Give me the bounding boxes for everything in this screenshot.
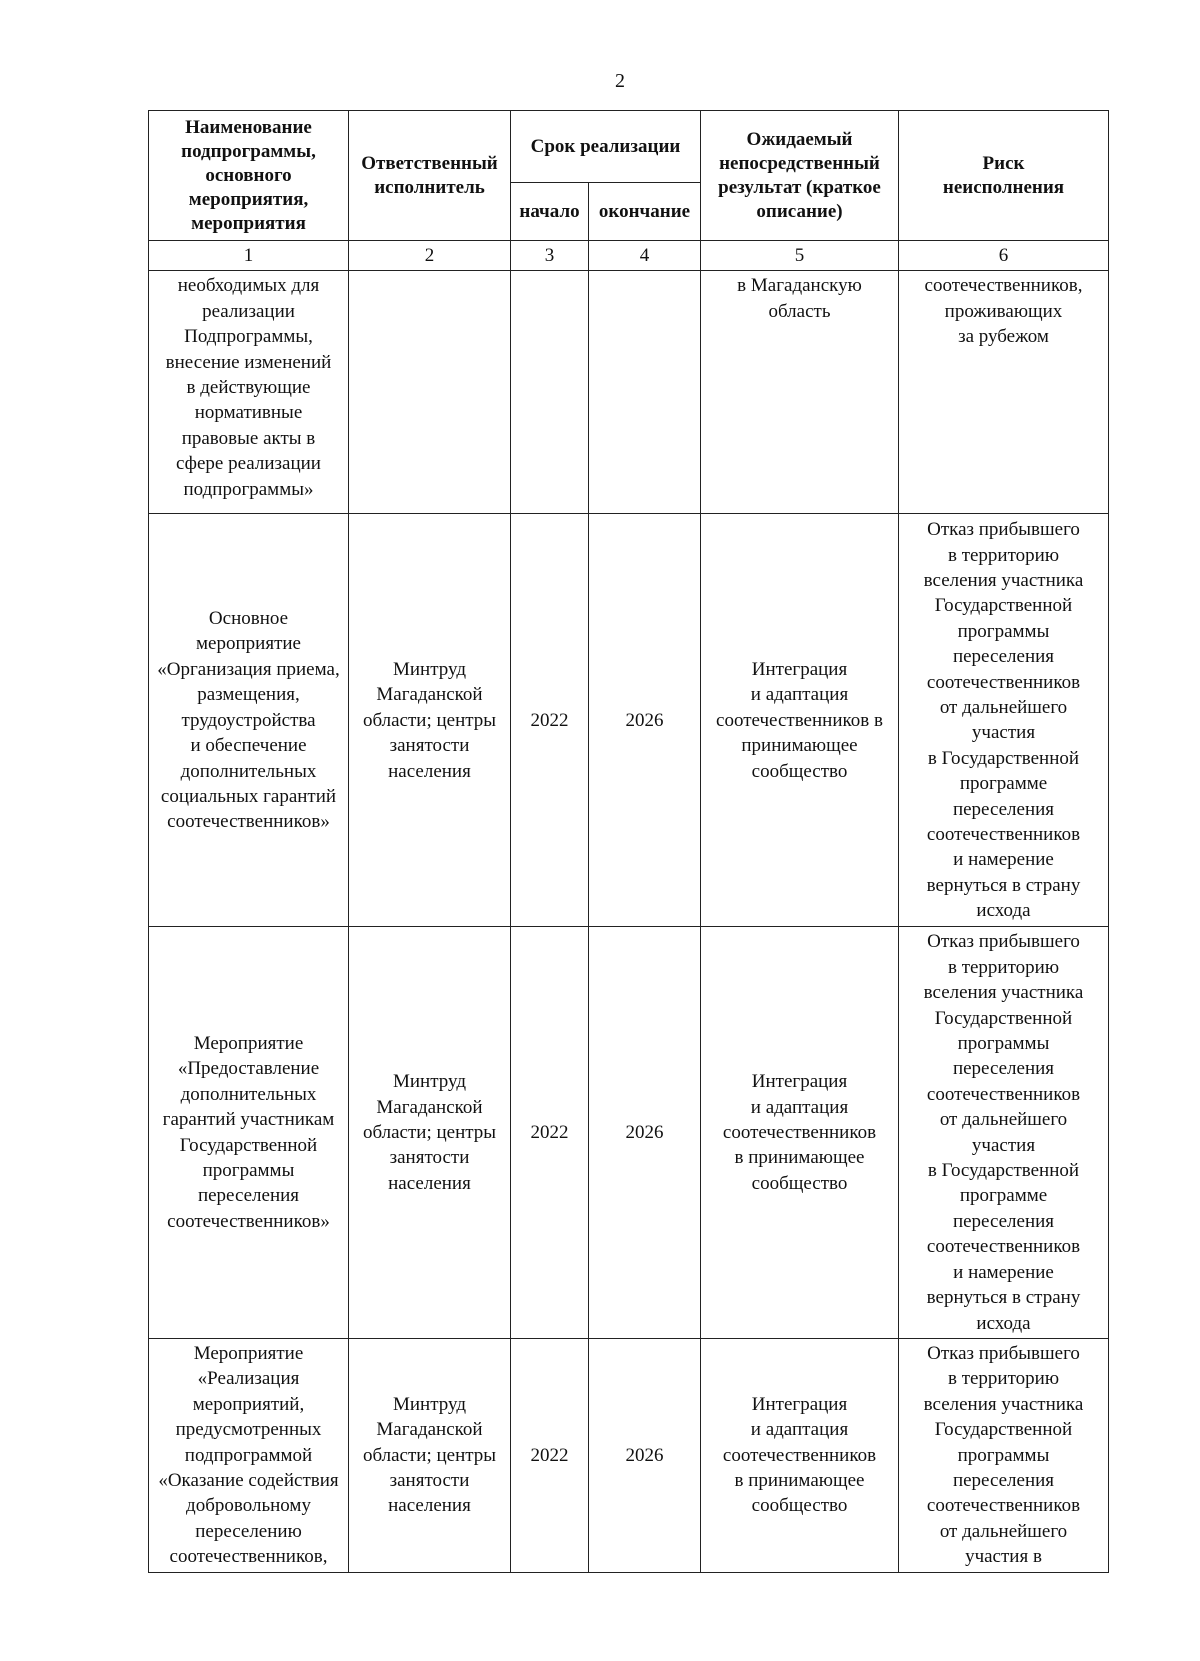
cell-start: 2022	[511, 1338, 589, 1572]
column-number: 4	[589, 241, 701, 271]
header-name: Наименование подпрограммы, основного мероприятия, мероприятия	[149, 111, 349, 241]
cell-responsible: Минтруд Магаданской области; центры занятости населения	[349, 1338, 511, 1572]
cell-responsible: Минтруд Магаданской области; центры занятости населения	[349, 927, 511, 1339]
column-number: 1	[149, 241, 349, 271]
page-number: 2	[615, 70, 625, 92]
header-risk: Риск неисполнения	[899, 111, 1109, 241]
header-result: Ожидаемый непосредственный результат (краткое описание)	[701, 111, 899, 241]
cell-risk: Отказ прибывшего в территорию вселения участника Государственной программы переселения соотечественников от дальнейшего участия в Государственной программе переселения соотечественников и намерение вернуться в страну исхода	[899, 927, 1109, 1339]
cell-name: Основное мероприятие «Организация приема, размещения, трудоустройства и обеспечение дополнительных социальных гарантий соотечественников»	[149, 514, 349, 927]
cell-name: Мероприятие «Реализация мероприятий, предусмотренных подпрограммой «Оказание содействия добровольному переселению соотечественников,	[149, 1338, 349, 1572]
column-number: 6	[899, 241, 1109, 271]
cell-name: Мероприятие «Предоставление дополнительных гарантий участникам Государственной программы переселения соотечественников»	[149, 927, 349, 1339]
cell-start: 2022	[511, 927, 589, 1339]
cell-result: Интеграция и адаптация соотечественников в принимающее сообщество	[701, 514, 899, 927]
cell-name: необходимых для реализации Подпрограммы, внесение изменений в действующие нормативные правовые акты в сфере реализации подпрограммы»	[149, 271, 349, 514]
cell-responsible: Минтруд Магаданской области; центры занятости населения	[349, 514, 511, 927]
header-start: начало	[511, 183, 589, 241]
column-number: 5	[701, 241, 899, 271]
cell-risk: Отказ прибывшего в территорию вселения участника Государственной программы переселения соотечественников от дальнейшего участия в	[899, 1338, 1109, 1572]
cell-end: 2026	[589, 514, 701, 927]
header-end: окончание	[589, 183, 701, 241]
header-period: Срок реализации	[511, 111, 701, 183]
table-row	[149, 271, 1109, 514]
column-number: 3	[511, 241, 589, 271]
cell-responsible	[349, 271, 511, 514]
cell-result: в Магаданскую область	[701, 271, 899, 514]
cell-result: Интеграция и адаптация соотечественников в принимающее сообщество	[701, 1338, 899, 1572]
cell-end: 2026	[589, 927, 701, 1339]
cell-end	[589, 271, 701, 514]
cell-start	[511, 271, 589, 514]
table-row	[149, 514, 1109, 927]
cell-start: 2022	[511, 514, 589, 927]
cell-risk: Отказ прибывшего в территорию вселения участника Государственной программы переселения соотечественников от дальнейшего участия в Государственной программе переселения соотечественников и намерение вернуться в страну исхода	[899, 514, 1109, 927]
header-responsible: Ответственный исполнитель	[349, 111, 511, 241]
cell-end: 2026	[589, 1338, 701, 1572]
column-number: 2	[349, 241, 511, 271]
measures-table	[148, 110, 1109, 1573]
table-row	[149, 927, 1109, 1339]
table-row	[149, 1338, 1109, 1572]
cell-result: Интеграция и адаптация соотечественников в принимающее сообщество	[701, 927, 899, 1339]
cell-risk: соотечественников, проживающих за рубежом	[899, 271, 1109, 514]
